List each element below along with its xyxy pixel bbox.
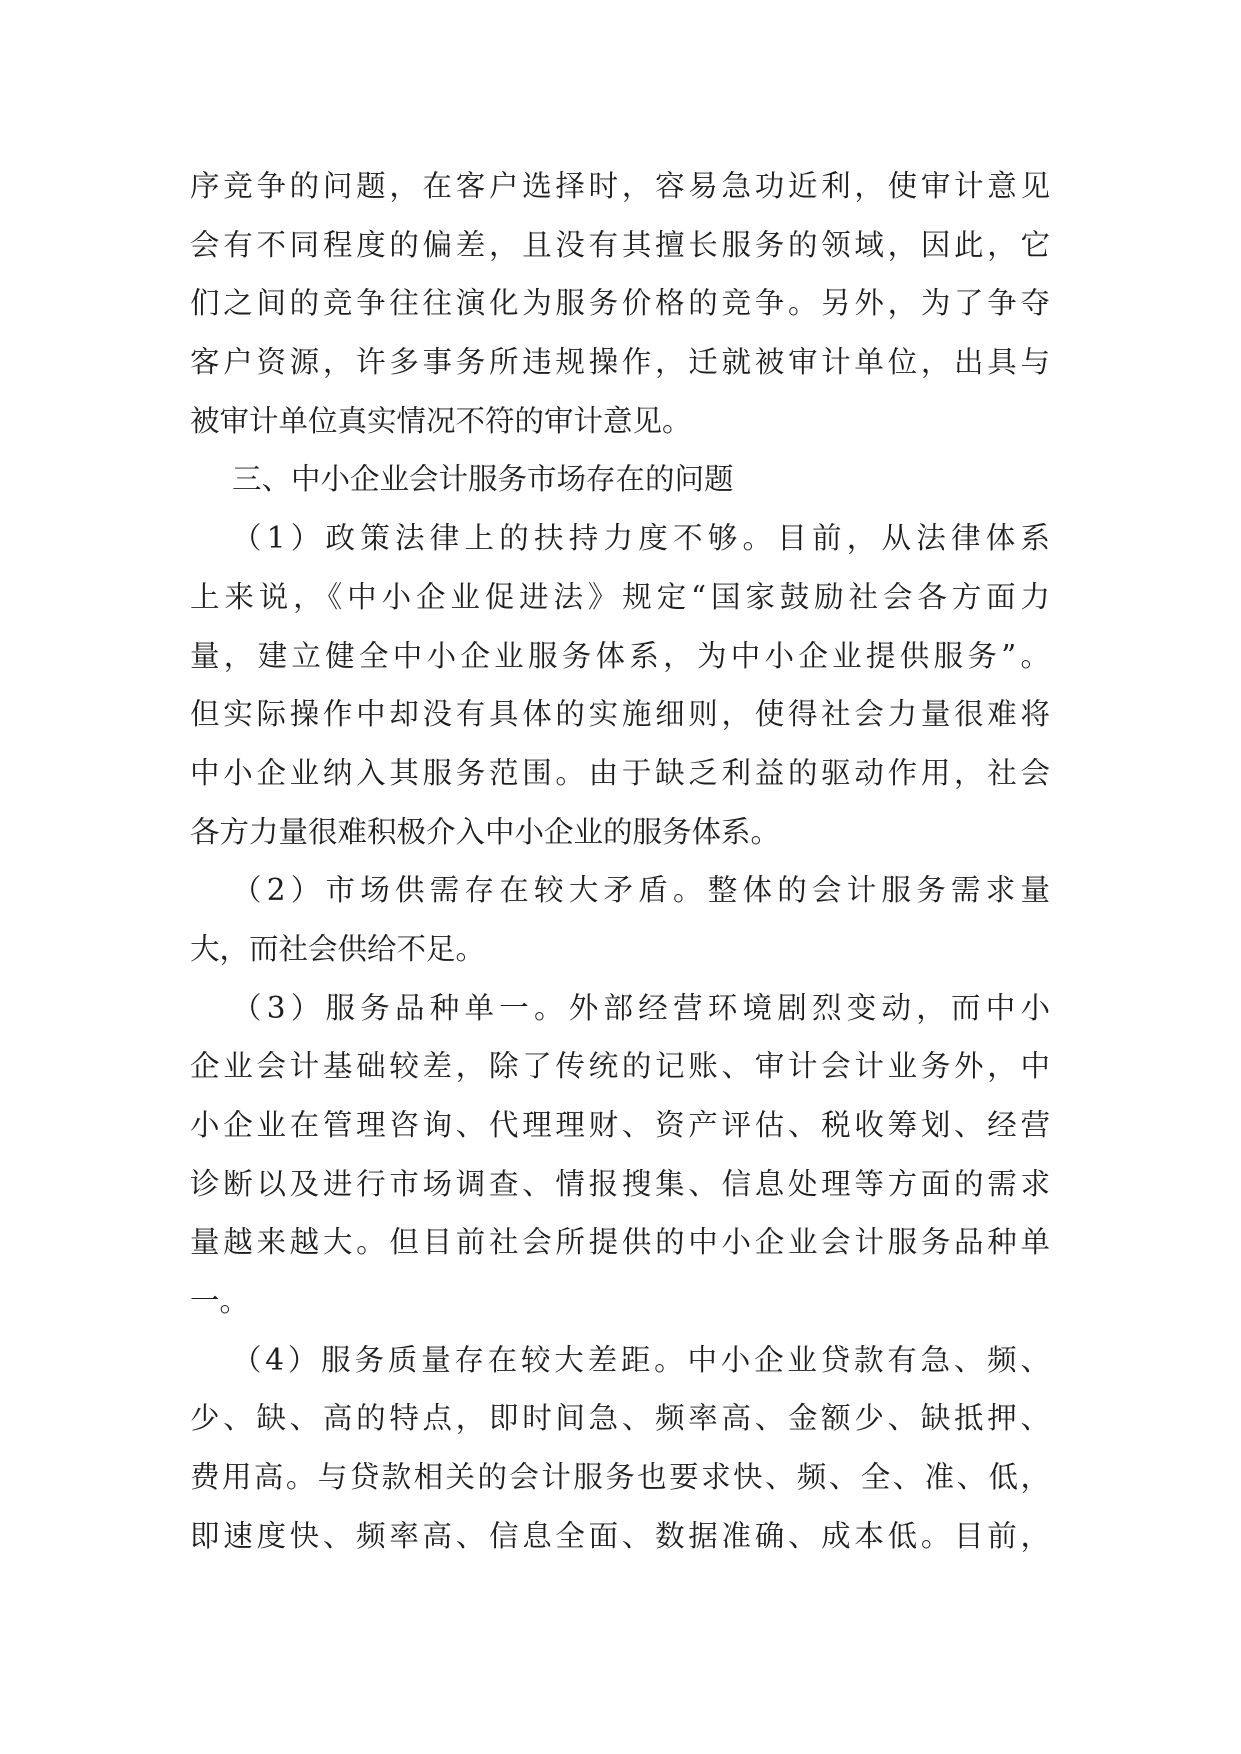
text-line: 上来说，《中小企业促进法》规定“国家鼓励社会各方面力 xyxy=(190,579,1050,614)
text-line: （1）政策法律上的扶持力度不够。目前，从法律体系 xyxy=(232,521,1050,556)
text-line: （2）市场供需存在较大矛盾。整体的会计服务需求量 xyxy=(232,873,1050,908)
text-line: 量，建立健全中小企业服务体系，为中小企业提供服务”。 xyxy=(190,638,1050,673)
paragraph-item-1 xyxy=(190,509,1050,861)
text-line: 各方力量很难积极介入中小企业的服务体系。 xyxy=(190,814,781,849)
paragraph-item-2 xyxy=(190,861,1050,978)
text-line: （4）服务质量存在较大差距。中小企业贷款有急、频、 xyxy=(232,1342,1050,1377)
text-line: 小企业在管理咨询、代理理财、资产评估、税收筹划、经营 xyxy=(190,1108,1050,1142)
text-line: 但实际操作中却没有具体的实施细则，使得社会力量很难将 xyxy=(190,697,1050,732)
paragraph-item-4 xyxy=(190,1331,1050,1566)
text-line: 一。 xyxy=(190,1284,250,1319)
text-line: 少、缺、高的特点，即时间急、频率高、金额少、缺抵押、 xyxy=(190,1401,1050,1436)
body-text xyxy=(190,157,1050,1566)
text-line: 诊断以及进行市场调查、情报搜集、信息处理等方面的需求 xyxy=(190,1166,1050,1201)
text-line: 企业会计基础较差，除了传统的记账、审计会计业务外，中 xyxy=(190,1049,1050,1084)
text-line: 客户资源，许多事务所违规操作，迁就被审计单位，出具与 xyxy=(190,345,1050,380)
text-line: 会有不同程度的偏差，且没有其擅长服务的领域，因此，它 xyxy=(190,227,1050,262)
text-line: 大，而社会供给不足。 xyxy=(190,931,486,966)
text-line: （3）服务品种单一。外部经营环境剧烈变动，而中小 xyxy=(232,990,1050,1025)
text-line: 们之间的竞争往往演化为服务价格的竞争。另外，为了争夺 xyxy=(190,286,1050,321)
text-line: 序竞争的问题，在客户选择时，容易急功近利，使审计意见 xyxy=(190,169,1050,203)
text-line: 被审计单位真实情况不符的审计意见。 xyxy=(190,403,692,438)
text-line: 即速度快、频率高、信息全面、数据准确、成本低。目前， xyxy=(190,1518,1050,1553)
paragraph-continued xyxy=(190,157,1050,450)
text-line: 量越来越大。但目前社会所提供的中小企业会计服务品种单 xyxy=(190,1225,1050,1260)
text-line: 费用高。与贷款相关的会计服务也要求快、频、全、准、低， xyxy=(190,1460,1050,1495)
text-line: 中小企业纳入其服务范围。由于缺乏利益的驱动作用，社会 xyxy=(190,755,1050,790)
section-heading xyxy=(190,450,1050,509)
paragraph-item-3 xyxy=(190,979,1050,1331)
section-heading-text: 三、中小企业会计服务市场存在的问题 xyxy=(232,462,734,497)
